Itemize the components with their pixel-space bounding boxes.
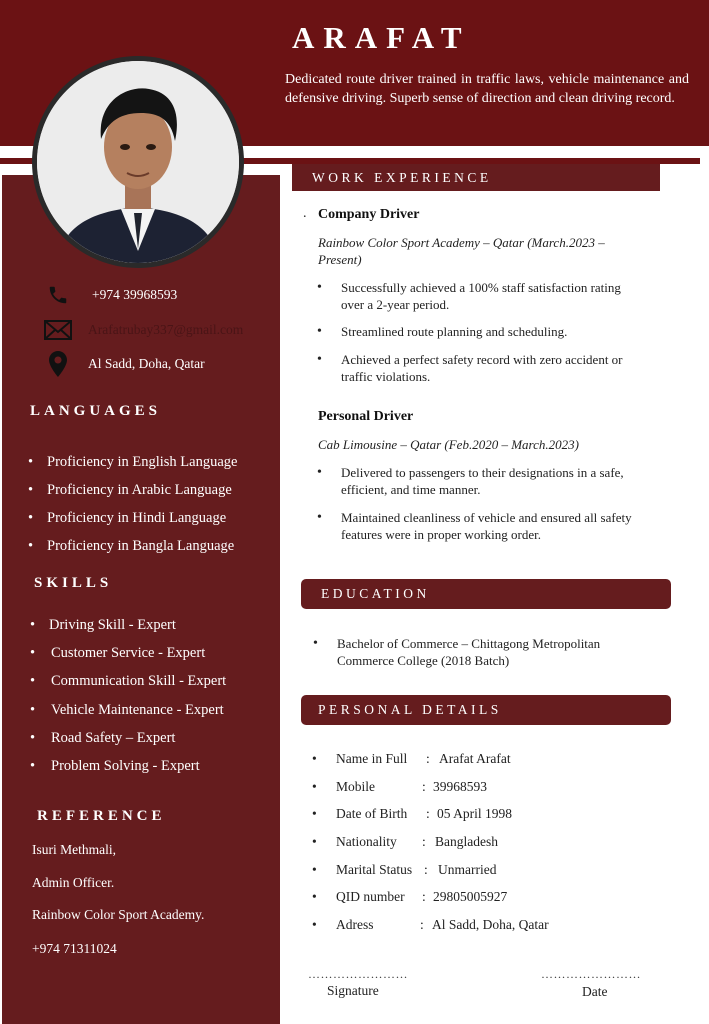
personal-label: Date of Birth: [336, 806, 408, 821]
list-item: • Customer Service - Expert: [30, 639, 226, 667]
personal-row: • Name in Full : Arafat Arafat: [312, 751, 511, 766]
reference-name: Isuri Methmali,: [32, 842, 116, 857]
list-item: • Road Safety – Expert: [30, 724, 226, 752]
personal-row: • Nationality : Bangladesh: [312, 834, 498, 849]
signature-label: Signature: [327, 983, 379, 998]
personal-value: Al Sadd, Doha, Qatar: [432, 917, 549, 932]
job-bullet: • Maintained cleanliness of vehicle and ensured all safety features were in proper working order.: [317, 509, 637, 543]
personal-value: Unmarried: [438, 862, 497, 877]
job-employer: Cab Limousine – Qatar (Feb.2020 – March.2023): [318, 437, 579, 452]
reference-role: Admin Officer.: [32, 875, 115, 890]
languages-heading: LANGUAGES: [30, 403, 162, 419]
date-label: Date: [582, 984, 608, 999]
personal-row: • QID number : 29805005927: [312, 889, 508, 904]
contact-email-text[interactable]: Arafatrubay337@gmail.com: [88, 322, 244, 337]
profile-summary: Dedicated route driver trained in traffic laws, vehicle maintenance and defensive driving. Superb sense of direction and clean driving record.: [285, 72, 689, 106]
education-heading: EDUCATION: [301, 579, 671, 609]
list-item: • Proficiency in English Language: [28, 448, 237, 476]
list-item: • Proficiency in Arabic Language: [28, 476, 237, 504]
signature-line: ……………………: [308, 967, 408, 981]
job-bullet: • Successfully achieved a 100% staff satisfaction rating over a 2-year period.: [317, 279, 637, 313]
personal-value: Arafat Arafat: [439, 751, 511, 766]
personal-label: Marital Status: [336, 862, 413, 877]
reference-heading: REFERENCE: [37, 808, 166, 824]
envelope-icon: [44, 319, 72, 341]
person-portrait-icon: [37, 61, 239, 263]
job-bullet: • Achieved a perfect safety record with zero accident or traffic violations.: [317, 351, 647, 385]
work-experience-heading: WORK EXPERIENCE: [292, 164, 660, 191]
skills-list: [30, 611, 226, 780]
education-item: • Bachelor of Commerce – Chittagong Metropolitan Commerce College (2018 Batch): [313, 635, 643, 669]
job-bullet: • Streamlined route planning and scheduling.: [317, 323, 637, 340]
personal-row: • Mobile : 39968593: [312, 779, 487, 794]
personal-label: Nationality: [336, 834, 397, 849]
job-title: Company Driver: [318, 207, 420, 222]
personal-row: • Marital Status : Unmarried: [312, 862, 497, 877]
personal-value: 29805005927: [433, 889, 508, 904]
list-item: • Proficiency in Hindi Language: [28, 504, 237, 532]
personal-row: • Adress : Al Sadd, Doha, Qatar: [312, 917, 549, 932]
list-item: • Problem Solving - Expert: [30, 752, 226, 780]
list-item: • Vehicle Maintenance - Expert: [30, 696, 226, 724]
date-line: ……………………: [541, 967, 641, 981]
list-item: • Communication Skill - Expert: [30, 667, 226, 695]
job-employer: Rainbow Color Sport Academy – Qatar (March.2023 – Present): [318, 235, 605, 267]
languages-list: [28, 448, 237, 560]
job-marker: .: [303, 206, 307, 221]
phone-icon: [44, 284, 72, 306]
list-item: • Driving Skill - Expert: [30, 611, 226, 639]
job-bullet: • Delivered to passengers to their designations in a safe, efficient, and time manner.: [317, 464, 637, 498]
personal-value: Bangladesh: [435, 834, 498, 849]
personal-value: 05 April 1998: [437, 806, 513, 821]
personal-details-heading: PERSONAL DETAILS: [301, 695, 671, 725]
candidate-name: ARAFAT: [292, 20, 471, 55]
job-title: Personal Driver: [318, 409, 414, 424]
personal-label: Name in Full: [336, 751, 408, 766]
contact-email: [44, 319, 243, 341]
personal-row: • Date of Birth : 05 April 1998: [312, 806, 513, 821]
personal-label: Mobile: [336, 779, 375, 794]
profile-photo: [32, 56, 244, 268]
contact-location: [44, 353, 205, 375]
skills-heading: SKILLS: [34, 575, 113, 591]
reference-phone: +974 71311024: [32, 941, 117, 956]
contact-location-text: Al Sadd, Doha, Qatar: [88, 356, 205, 371]
reference-org: Rainbow Color Sport Academy.: [32, 907, 205, 922]
personal-label: Adress: [336, 917, 374, 932]
location-pin-icon: [44, 353, 72, 375]
contact-phone: [44, 284, 177, 306]
personal-value: 39968593: [433, 779, 487, 794]
personal-label: QID number: [336, 889, 405, 904]
list-item: • Proficiency in Bangla Language: [28, 532, 237, 560]
contact-phone-text: +974 39968593: [92, 287, 178, 302]
